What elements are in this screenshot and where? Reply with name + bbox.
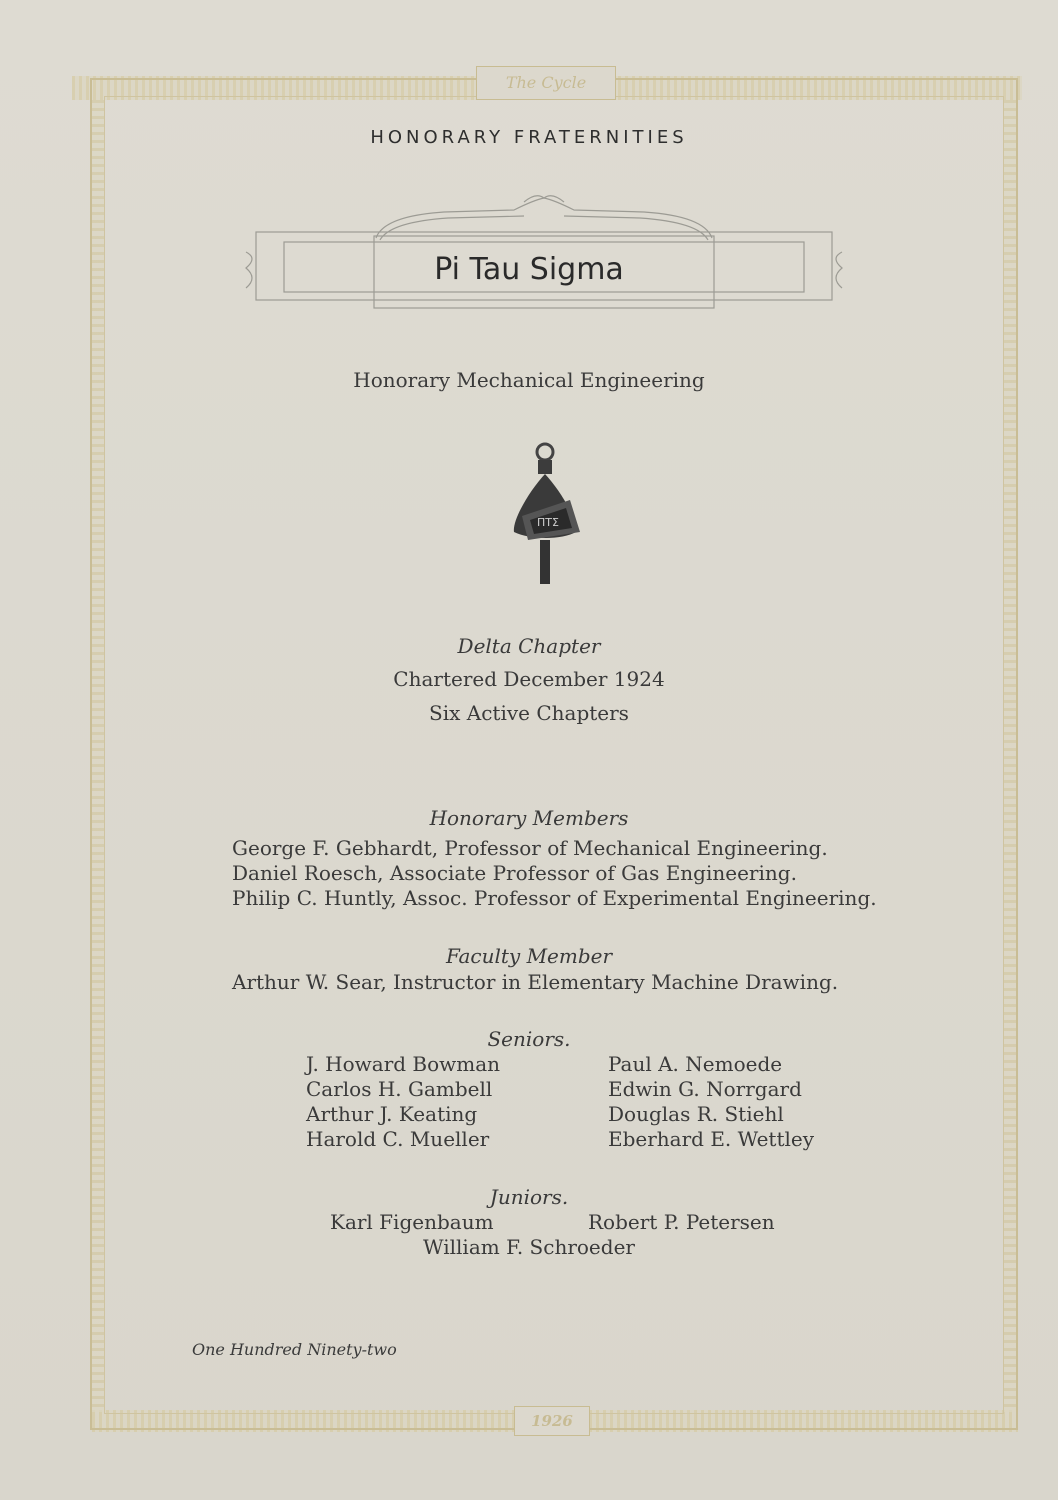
charter-date: Chartered December 1924	[393, 667, 665, 691]
fraternity-key-pendant-icon	[500, 440, 590, 590]
honorary-members-heading: Honorary Members	[429, 806, 629, 830]
active-chapters: Six Active Chapters	[429, 701, 629, 725]
senior-member: Harold C. Mueller	[306, 1127, 490, 1151]
senior-member: J. Howard Bowman	[306, 1052, 501, 1076]
honorary-member: Philip C. Huntly, Assoc. Professor of Experimental Engineering.	[232, 886, 877, 910]
faculty-member: Arthur W. Sear, Instructor in Elementary Machine Drawing.	[232, 970, 839, 994]
section-title: HONORARY FRATERNITIES	[370, 127, 688, 148]
senior-member: Paul A. Nemoede	[608, 1052, 783, 1076]
faculty-member-heading: Faculty Member	[445, 944, 613, 968]
juniors-heading: Juniors.	[489, 1185, 569, 1209]
junior-member: William F. Schroeder	[423, 1235, 635, 1259]
senior-member: Carlos H. Gambell	[306, 1077, 493, 1101]
honorary-member: Daniel Roesch, Associate Professor of Gas Engineering.	[232, 861, 797, 885]
junior-member: Robert P. Petersen	[588, 1210, 775, 1234]
honorary-member: George F. Gebhardt, Professor of Mechanical Engineering.	[232, 836, 828, 860]
senior-member: Douglas R. Stiehl	[608, 1102, 784, 1126]
year-cartouche: 1926	[514, 1406, 590, 1436]
senior-member: Arthur J. Keating	[306, 1102, 478, 1126]
fraternity-field: Honorary Mechanical Engineering	[353, 368, 705, 392]
svg-text:ΠΤΣ: ΠΤΣ	[537, 516, 559, 529]
running-head: The Cycle	[476, 66, 616, 100]
chapter-name: Delta Chapter	[457, 634, 601, 658]
junior-member: Karl Figenbaum	[330, 1210, 494, 1234]
seniors-heading: Seniors.	[487, 1027, 571, 1051]
senior-member: Edwin G. Norrgard	[608, 1077, 802, 1101]
senior-member: Eberhard E. Wettley	[608, 1127, 815, 1151]
page-number: One Hundred Ninety-two	[192, 1340, 397, 1359]
fraternity-title: Pi Tau Sigma	[434, 252, 624, 287]
